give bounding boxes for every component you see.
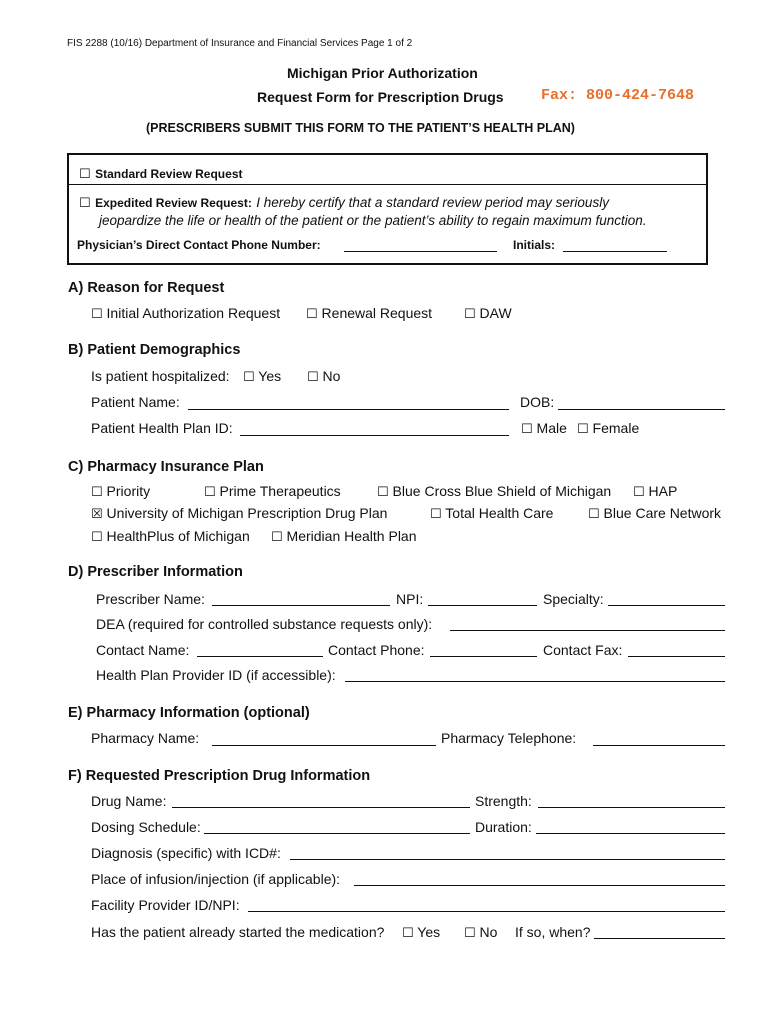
option-label: Prime Therapeutics: [219, 483, 341, 499]
dea-field[interactable]: [450, 630, 725, 631]
option-label: University of Michigan Prescription Drug Plan: [106, 505, 388, 521]
option-label: Initial Authorization Request: [106, 305, 281, 321]
plan-prime-therapeutics[interactable]: [204, 483, 341, 500]
expedited-review[interactable]: [79, 194, 609, 212]
facility-field[interactable]: [248, 911, 725, 912]
option-label: Yes: [258, 368, 282, 384]
option-label: Male: [536, 420, 567, 436]
expedited-text-1: I hereby certify that a standard review period may seriously: [256, 195, 609, 210]
checkbox-icon[interactable]: ☐: [306, 307, 318, 322]
form-title-line2: Request Form for Prescription Drugs: [257, 89, 504, 105]
physician-phone-label: Physician’s Direct Contact Phone Number:: [77, 238, 321, 252]
patient-name-field[interactable]: [188, 409, 509, 410]
checkbox-icon[interactable]: ☐: [464, 307, 476, 322]
option-label: DAW: [479, 305, 512, 321]
section-c-title: C) Pharmacy Insurance Plan: [68, 459, 264, 475]
section-f-title: F) Requested Prescription Drug Information: [68, 768, 371, 784]
contact-phone-label: Contact Phone:: [328, 642, 425, 658]
initials-field[interactable]: [563, 251, 667, 252]
duration-label: Duration:: [475, 819, 532, 835]
when-field[interactable]: [594, 938, 725, 939]
dob-label: DOB:: [520, 394, 555, 410]
prescriber-name-field[interactable]: [212, 605, 390, 606]
option-label: Blue Care Network: [603, 505, 722, 521]
checkbox-icon[interactable]: ☐: [271, 530, 283, 545]
checkbox-icon[interactable]: ☐: [430, 507, 442, 522]
hospitalized-no[interactable]: [307, 368, 340, 385]
checkbox-icon[interactable]: ☐: [521, 422, 533, 437]
option-label: Total Health Care: [445, 505, 554, 521]
diagnosis-field[interactable]: [290, 859, 725, 860]
provider-id-field[interactable]: [345, 681, 725, 682]
section-e-title: E) Pharmacy Information (optional): [68, 705, 310, 721]
form-title-line1: Michigan Prior Authorization: [287, 65, 478, 81]
plan-id-label: Patient Health Plan ID:: [91, 420, 233, 436]
checkbox-icon[interactable]: ☐: [402, 926, 414, 941]
section-a-title: A) Reason for Request: [68, 280, 225, 296]
patient-name-label: Patient Name:: [91, 394, 180, 410]
option-daw[interactable]: [464, 305, 512, 322]
checkbox-icon[interactable]: ☐: [633, 485, 645, 500]
checkbox-icon[interactable]: ☐: [243, 370, 255, 385]
checkbox-icon[interactable]: ☐: [377, 485, 389, 500]
started-no[interactable]: [464, 924, 497, 941]
contact-name-field[interactable]: [197, 656, 323, 657]
hospitalized-label: Is patient hospitalized:: [91, 368, 230, 384]
checkbox-icon[interactable]: ☐: [588, 507, 600, 522]
option-label: Yes: [417, 924, 441, 940]
contact-phone-field[interactable]: [430, 656, 537, 657]
checkbox-icon[interactable]: ☐: [307, 370, 319, 385]
infusion-label: Place of infusion/injection (if applicable):: [91, 871, 341, 887]
pharmacy-name-label: Pharmacy Name:: [91, 730, 200, 746]
plan-priority[interactable]: [91, 483, 150, 500]
drug-name-label: Drug Name:: [91, 793, 167, 809]
expedited-text-2: jeopardize the life or health of the patient or the patient’s ability to regain maximum function.: [99, 213, 647, 228]
infusion-field[interactable]: [354, 885, 725, 886]
checkbox-icon[interactable]: ☐: [464, 926, 476, 941]
npi-field[interactable]: [428, 605, 537, 606]
contact-fax-field[interactable]: [628, 656, 725, 657]
gender-male[interactable]: [521, 420, 567, 437]
section-d-title: D) Prescriber Information: [68, 564, 243, 580]
plan-healthplus-michigan[interactable]: [91, 528, 250, 545]
dosing-label: Dosing Schedule:: [91, 819, 201, 835]
plan-id-field[interactable]: [240, 435, 509, 436]
specialty-field[interactable]: [608, 605, 725, 606]
option-label: No: [322, 368, 341, 384]
fax-number: Fax: 800-424-7648: [541, 87, 695, 104]
plan-university-of-michigan[interactable]: [91, 505, 387, 522]
drug-name-field[interactable]: [172, 807, 470, 808]
checkbox-icon[interactable]: ☐: [204, 485, 216, 500]
plan-hap[interactable]: [633, 483, 677, 500]
provider-id-label: Health Plan Provider ID (if accessible):: [96, 667, 336, 683]
facility-label: Facility Provider ID/NPI:: [91, 897, 240, 913]
hospitalized-yes[interactable]: [243, 368, 281, 385]
gender-female[interactable]: [577, 420, 639, 437]
duration-field[interactable]: [536, 833, 725, 834]
contact-name-label: Contact Name:: [96, 642, 190, 658]
dosing-field[interactable]: [204, 833, 470, 834]
section-b-title: B) Patient Demographics: [68, 342, 241, 358]
standard-review-label: Standard Review Request: [95, 167, 243, 181]
checkbox-icon[interactable]: ☐: [91, 307, 103, 322]
option-label: No: [479, 924, 498, 940]
strength-field[interactable]: [538, 807, 725, 808]
checkbox-icon[interactable]: ☐: [577, 422, 589, 437]
prescriber-name-label: Prescriber Name:: [96, 591, 205, 607]
plan-total-health-care[interactable]: [430, 505, 553, 522]
specialty-label: Specialty:: [543, 591, 604, 607]
checkbox-icon[interactable]: ☒: [91, 507, 103, 522]
plan-meridian[interactable]: [271, 528, 417, 545]
plan-blue-care-network[interactable]: [588, 505, 721, 522]
checkbox-icon[interactable]: ☐: [79, 196, 91, 211]
checkbox-icon[interactable]: ☐: [79, 167, 91, 182]
dob-field[interactable]: [558, 409, 725, 410]
plan-bcbs-michigan[interactable]: [377, 483, 611, 500]
physician-phone-field[interactable]: [344, 251, 497, 252]
option-label: Renewal Request: [321, 305, 433, 321]
checkbox-icon[interactable]: ☐: [91, 485, 103, 500]
standard-review[interactable]: [79, 165, 242, 183]
option-label: Blue Cross Blue Shield of Michigan: [392, 483, 612, 499]
option-label: Meridian Health Plan: [286, 528, 417, 544]
initials-label: Initials:: [513, 238, 556, 252]
option-renewal[interactable]: [306, 305, 432, 322]
dea-label: DEA (required for controlled substance requests only):: [96, 616, 433, 632]
option-initial-authorization[interactable]: [91, 305, 280, 322]
instruction: (PRESCRIBERS SUBMIT THIS FORM TO THE PATIENT’S HEALTH PLAN): [146, 121, 575, 135]
when-label: If so, when?: [515, 924, 591, 940]
diagnosis-label: Diagnosis (specific) with ICD#:: [91, 845, 281, 861]
npi-label: NPI:: [396, 591, 424, 607]
pharmacy-phone-label: Pharmacy Telephone:: [441, 730, 577, 746]
form-id: FIS 2288 (10/16) Department of Insurance and Financial Services Page 1 of 2: [67, 38, 413, 49]
option-label: Female: [592, 420, 640, 436]
contact-fax-label: Contact Fax:: [543, 642, 623, 658]
option-label: Priority: [106, 483, 151, 499]
strength-label: Strength:: [475, 793, 532, 809]
checkbox-icon[interactable]: ☐: [91, 530, 103, 545]
started-label: Has the patient already started the medication?: [91, 924, 385, 940]
option-label: HAP: [648, 483, 678, 499]
pharmacy-name-field[interactable]: [212, 745, 436, 746]
started-yes[interactable]: [402, 924, 440, 941]
option-label: HealthPlus of Michigan: [106, 528, 250, 544]
expedited-review-label: Expedited Review Request:: [95, 196, 252, 210]
pharmacy-phone-field[interactable]: [593, 745, 725, 746]
